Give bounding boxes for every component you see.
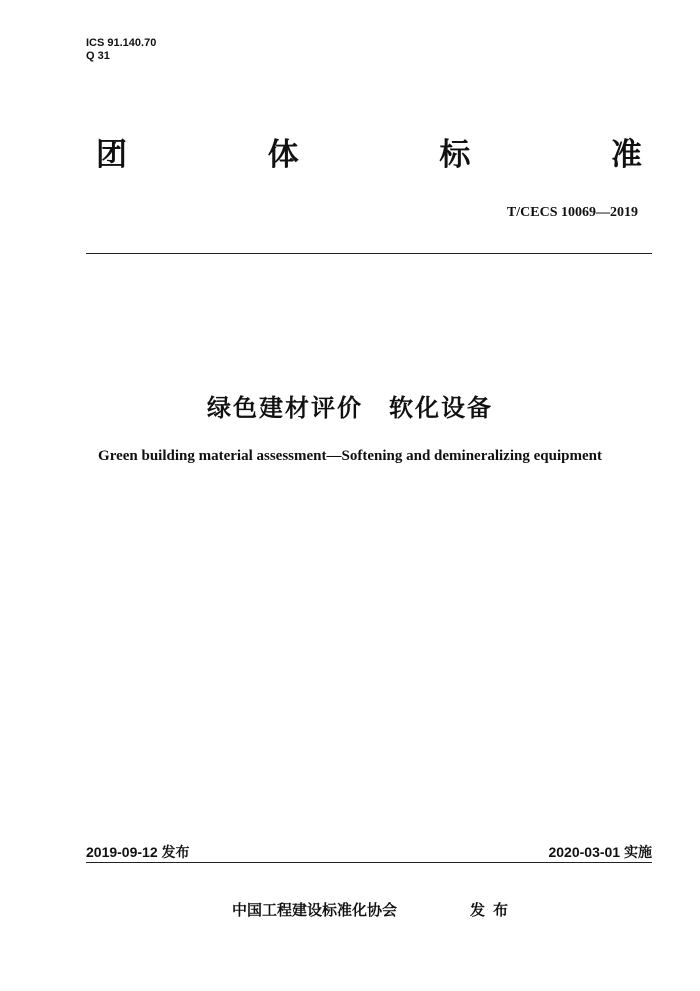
issue-date: 2019-09-12 发布 [86,844,190,860]
standard-type-char: 体 [267,137,299,173]
top-divider [86,253,652,254]
chinese-title: 绿色建材评价 软化设备 [207,394,493,422]
publisher-name: 中国工程建设标准化协会 [232,901,398,919]
standard-code: T/CECS 10069—2019 [506,205,638,220]
standard-type-char: 团 [96,137,127,173]
standard-type-char: 准 [610,137,642,173]
publish-label: 发布 [470,901,517,919]
bottom-divider [86,862,652,863]
classification-codes [86,37,156,63]
implementation-date: 2020-03-01 实施 [548,844,652,860]
ics-code: ICS 91.140.70 [86,37,157,49]
standard-type-heading [96,135,642,175]
standard-type-char: 标 [439,137,471,173]
category-code: Q 31 [86,50,110,62]
english-title: Green building material assessment—Softening and demineralizing equipment [98,448,602,464]
